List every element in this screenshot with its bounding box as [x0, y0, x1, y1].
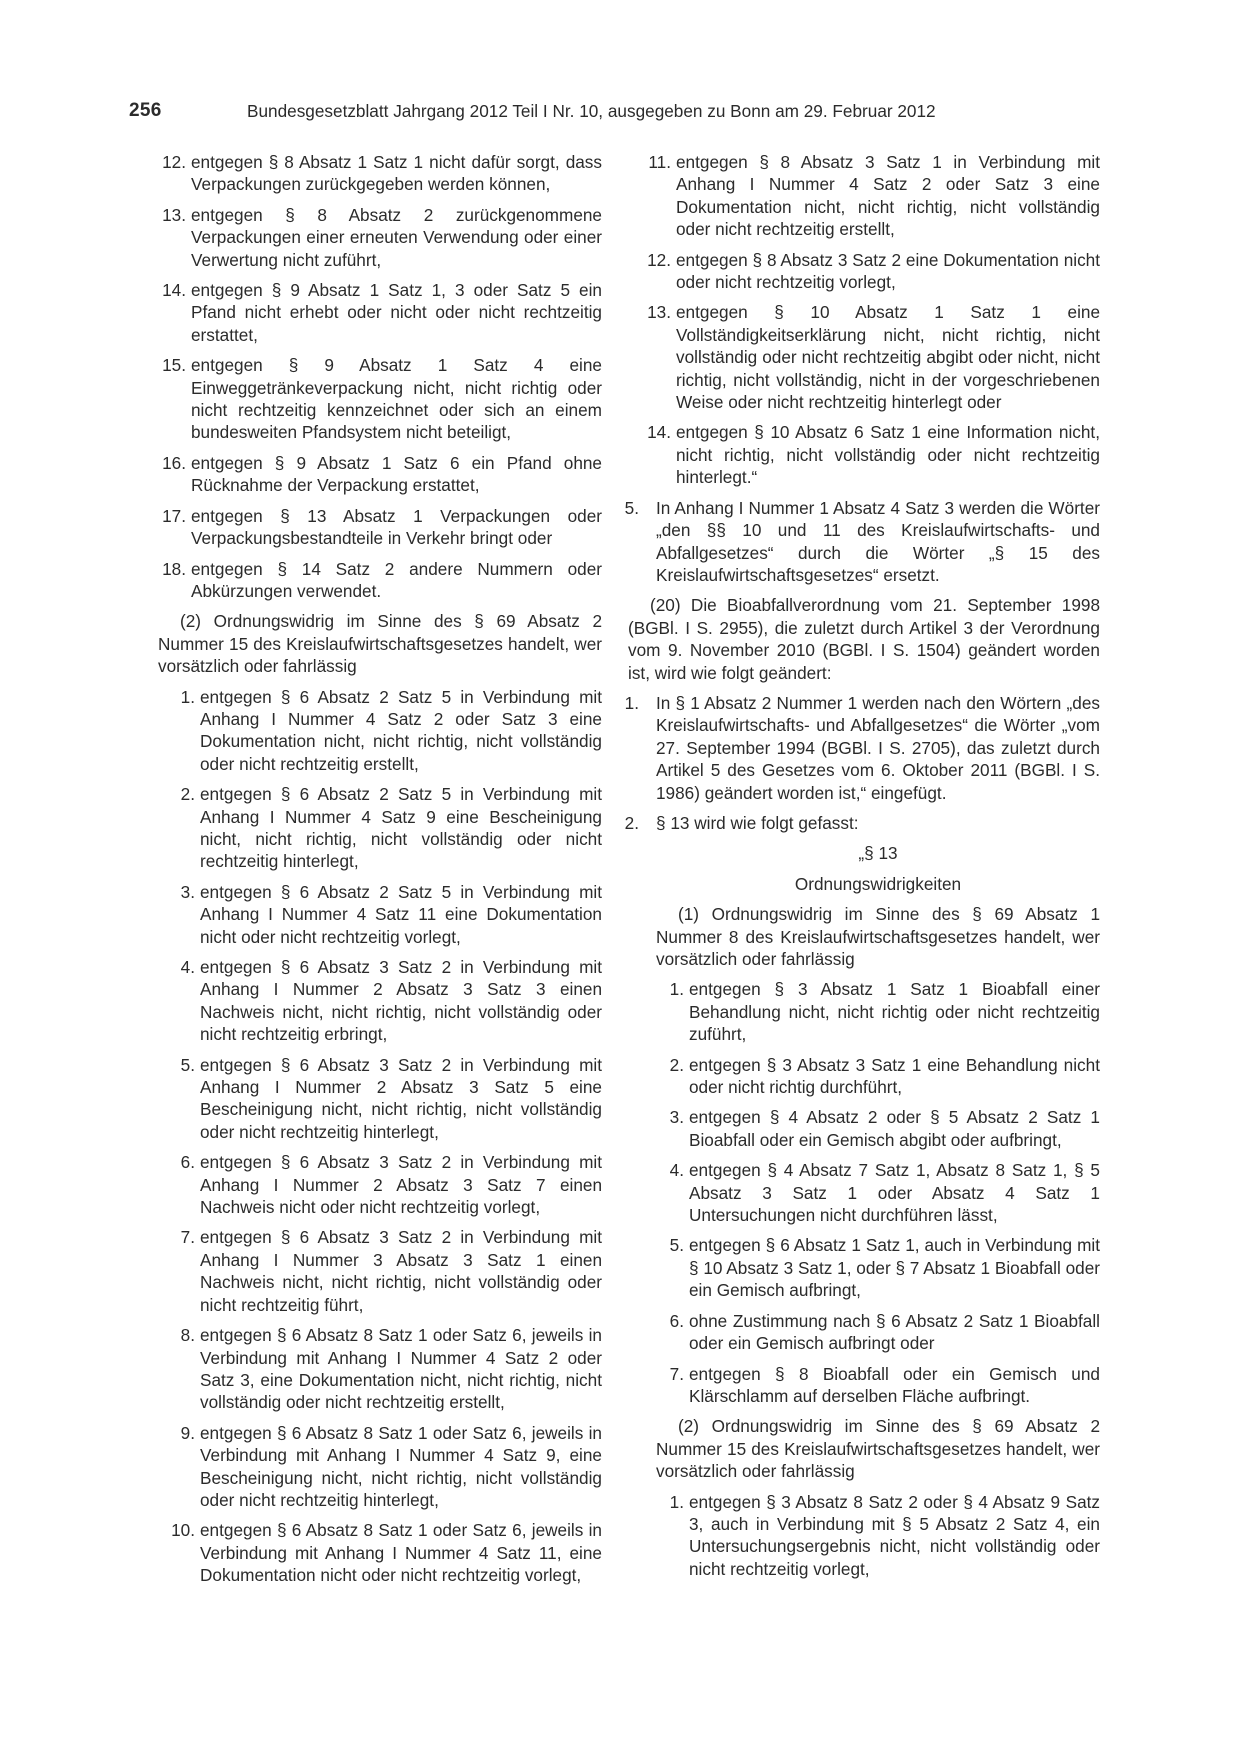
list-item [167, 956, 602, 1046]
list-item [158, 204, 602, 271]
item-number: 15. [162, 355, 186, 376]
item-number: 5. [180, 1054, 195, 1075]
item-number: 12. [647, 249, 671, 270]
list-left-b [158, 686, 602, 1587]
paragraph-20: (20) Die Bioabfallverordnung vom 21. September 1998 (BGBl. I S. 2955), die zuletzt durch Artikel 3 der Verordnung vom 9. November 2010 (BGBl. I S. 1504) geändert worden ist, wird wie folgt geändert: [628, 595, 1100, 683]
list-item [656, 1054, 1100, 1099]
item-text: entgegen § 6 Absatz 2 Satz 5 in Verbindung mit Anhang I Nummer 4 Satz 9 eine Bescheinigung nicht, nicht richtig, nicht vollständig oder nicht rechtzeitig hinterlegt, [200, 784, 602, 872]
item-number: 6. [180, 1152, 195, 1173]
list-item [158, 452, 602, 497]
item-text: ohne Zustimmung nach § 6 Absatz 2 Satz 1 Bioabfall oder ein Gemisch aufbringt oder [689, 1310, 1100, 1354]
item-number: 4. [180, 957, 195, 977]
item-number: 2. [624, 812, 639, 833]
item-text: entgegen § 8 Bioabfall oder ein Gemisch und Klärschlamm auf derselben Fläche aufbringt. [689, 1363, 1100, 1406]
item-text: entgegen § 3 Absatz 8 Satz 2 oder § 4 Absatz 9 Satz 3, auch in Verbindung mit § 5 Absatz 2 Satz 4, ein Untersuchungsergebnis nicht, nicht vollständig oder nicht rechtzeitig vorlegt, [689, 1491, 1100, 1579]
list-item [167, 783, 602, 873]
list-item [167, 1226, 602, 1316]
item-number: 2. [669, 1054, 684, 1075]
item-text: entgegen § 3 Absatz 3 Satz 1 eine Behandlung nicht oder nicht richtig durchführt, [689, 1054, 1100, 1098]
item-text: entgegen § 8 Absatz 3 Satz 1 in Verbindung mit Anhang I Nummer 4 Satz 2 oder Satz 3 eine Dokumentation nicht, nicht richtig, nicht vollständig oder nicht rechtzeitig erstellt, [676, 152, 1100, 240]
item-text: entgegen § 13 Absatz 1 Verpackungen oder Verpackungsbestandteile in Verkehr bringt oder [191, 505, 602, 549]
item-text: In Anhang I Nummer 1 Absatz 4 Satz 3 werden die Wörter „den §§ 10 und 11 des Kreislaufwirtschafts- und Abfallgesetzes“ durch die Wörter „§ 15 des Kreislaufwirtschaftsgesetzes“ ersetzt. [656, 497, 1100, 585]
list-item [167, 1422, 602, 1512]
item-number: 8. [180, 1325, 195, 1346]
section-heading: „§ 13 [858, 843, 898, 864]
list-item [656, 1491, 1100, 1581]
item-text: In § 1 Absatz 2 Nummer 1 werden nach den Wörtern „des Kreislaufwirtschafts- und Abfallgesetzes“ die Wörter „vom 27. September 1994 (BGBl. I S. 2705), das zuletzt durch Artikel 5 des Gesetzes vom 6. Oktober 2011 (BGBl. I S. 1986) geändert worden ist,“ eingefügt. [656, 692, 1100, 803]
item-number: 14. [162, 280, 186, 301]
item-text: entgegen § 9 Absatz 1 Satz 1, 3 oder Satz 5 ein Pfand nicht erhebt oder nicht oder nicht rechtzeitig erstattet, [191, 280, 602, 345]
section-title: Ordnungswidrigkeiten [794, 873, 962, 894]
item-number: 12. [162, 152, 186, 172]
item-text: entgegen § 4 Absatz 7 Satz 1, Absatz 8 Satz 1, § 5 Absatz 3 Satz 1 oder Absatz 4 Satz 1 Untersuchungen nicht durchführen lässt, [689, 1160, 1100, 1226]
page-number: 256 [129, 100, 162, 121]
item-number: 1. [180, 686, 195, 707]
list-left-a [158, 151, 602, 602]
item-text: entgegen § 9 Absatz 1 Satz 6 ein Pfand ohne Rücknahme der Verpackung erstattet, [191, 452, 602, 496]
item-text: entgegen § 8 Absatz 3 Satz 2 eine Dokumentation nicht oder nicht rechtzeitig vorlegt, [676, 249, 1100, 293]
left-column [158, 151, 602, 1595]
list-item [167, 881, 602, 948]
item-text: entgegen § 14 Satz 2 andere Nummern oder Abkürzungen verwendet. [191, 558, 602, 601]
page-header [129, 100, 997, 126]
paragraph-1-right: (1) Ordnungswidrig im Sinne des § 69 Absatz 1 Nummer 8 des Kreislaufwirtschaftsgesetzes handelt, wer vorsätzlich oder fahrlässig [656, 904, 1100, 969]
list-item [656, 1159, 1100, 1226]
right-column [624, 151, 1100, 1588]
list-item [628, 151, 1100, 241]
item-number: 14. [647, 422, 671, 443]
list-item [158, 505, 602, 550]
item-number: 5. [624, 497, 639, 518]
list-item [158, 558, 602, 603]
list-right-b [624, 692, 1100, 834]
list-right-a [628, 151, 1100, 489]
item-number: 10. [171, 1520, 195, 1541]
list-item [158, 354, 602, 444]
item-text: entgegen § 10 Absatz 6 Satz 1 eine Information nicht, nicht richtig, nicht vollständig oder nicht rechtzeitig hinterlegt.“ [676, 422, 1100, 488]
paragraph-2-right: (2) Ordnungswidrig im Sinne des § 69 Absatz 2 Nummer 15 des Kreislaufwirtschaftsgesetzes handelt, wer vorsätzlich oder fahrlässig [656, 1416, 1100, 1482]
list-item [167, 1151, 602, 1218]
paragraph-2-left: (2) Ordnungswidrig im Sinne des § 69 Absatz 2 Nummer 15 des Kreislaufwirtschaftsgesetzes handelt, wer vorsätzlich oder fahrlässig [158, 611, 602, 677]
list-item [167, 686, 602, 776]
list-item [167, 1054, 602, 1144]
item-number: 1. [669, 979, 684, 1000]
item-text: entgegen § 6 Absatz 8 Satz 1 oder Satz 6, jeweils in Verbindung mit Anhang I Nummer 4 Satz 2 oder Satz 3, eine Dokumentation nicht, nicht richtig, nicht vollständig oder nicht rechtzeitig erstellt, [200, 1325, 602, 1413]
item-number: 6. [669, 1310, 684, 1331]
item-text: entgegen § 6 Absatz 3 Satz 2 in Verbindung mit Anhang I Nummer 2 Absatz 3 Satz 3 einen Nachweis nicht, nicht richtig, nicht vollständig oder nicht rechtzeitig erbringt, [200, 957, 602, 1045]
list-item [628, 301, 1100, 413]
list-right-c [656, 978, 1100, 1407]
item-number: 5. [669, 1235, 684, 1256]
list-item [622, 692, 1100, 804]
item-text: entgegen § 8 Absatz 1 Satz 1 nicht dafür sorgt, dass Verpackungen zurückgegeben werden können, [191, 152, 602, 195]
item-text: entgegen § 6 Absatz 2 Satz 5 in Verbindung mit Anhang I Nummer 4 Satz 11 eine Dokumentation nicht oder nicht rechtzeitig vorlegt, [200, 881, 602, 947]
item-text: entgegen § 6 Absatz 1 Satz 1, auch in Verbindung mit § 10 Absatz 3 Satz 1, oder § 7 Absatz 1 Bioabfall oder ein Gemisch aufbringt, [689, 1235, 1100, 1301]
item-number: 1. [624, 692, 639, 713]
item-text: entgegen § 4 Absatz 2 oder § 5 Absatz 2 Satz 1 Bioabfall oder ein Gemisch abgibt oder aufbringt, [689, 1107, 1100, 1150]
list-item [158, 279, 602, 346]
list-item [622, 812, 1100, 834]
item-text: entgegen § 8 Absatz 2 zurückgenommene Verpackungen einer erneuten Verwendung oder einer Verwertung nicht zuführt, [191, 204, 602, 270]
list-item [628, 421, 1100, 488]
item-text: entgegen § 6 Absatz 2 Satz 5 in Verbindung mit Anhang I Nummer 4 Satz 2 oder Satz 3 eine Dokumentation nicht, nicht richtig, nicht vollständig oder nicht rechtzeitig erstellt, [200, 686, 602, 774]
item-number: 16. [162, 452, 186, 473]
item-number: 17. [162, 505, 186, 526]
list-item [656, 978, 1100, 1045]
list-item [628, 249, 1100, 294]
list-item [622, 497, 1100, 587]
item-number: 4. [669, 1160, 684, 1181]
running-head: Bundesgesetzblatt Jahrgang 2012 Teil I Nr. 10, ausgegeben zu Bonn am 29. Februar 2012 [247, 101, 936, 121]
item-text: § 13 wird wie folgt gefasst: [656, 812, 859, 833]
list-item [167, 1519, 602, 1586]
item-text: entgegen § 3 Absatz 1 Satz 1 Bioabfall einer Behandlung nicht, nicht richtig oder nicht rechtzeitig zuführt, [689, 979, 1100, 1045]
item-text: entgegen § 6 Absatz 8 Satz 1 oder Satz 6, jeweils in Verbindung mit Anhang I Nummer 4 Satz 9, eine Bescheinigung nicht, nicht richtig, nicht vollständig oder nicht rechtzeitig hinterlegt, [200, 1422, 602, 1510]
item-number: 7. [180, 1227, 195, 1248]
item-text: entgegen § 6 Absatz 8 Satz 1 oder Satz 6, jeweils in Verbindung mit Anhang I Nummer 4 Satz 11, eine Dokumentation nicht oder nicht rechtzeitig vorlegt, [200, 1520, 602, 1586]
item-number: 18. [162, 558, 186, 579]
item-text: entgegen § 9 Absatz 1 Satz 4 eine Einweggetränkeverpackung nicht, nicht richtig oder nicht rechtzeitig kennzeichnet oder sich an einem bundesweiten Pfandsystem nicht beteiligt, [191, 355, 602, 443]
item-text: entgegen § 6 Absatz 3 Satz 2 in Verbindung mit Anhang I Nummer 2 Absatz 3 Satz 7 einen Nachweis nicht oder nicht rechtzeitig vorlegt, [200, 1152, 602, 1218]
list-item [656, 1106, 1100, 1151]
item-text: entgegen § 10 Absatz 1 Satz 1 eine Vollständigkeitserklärung nicht, nicht richtig, nicht vollständig oder nicht rechtzeitig abgibt oder nicht, nicht richtig, nicht vollständig, nicht in der vorgeschriebenen Weise oder nicht rechtzeitig hinterlegt oder [676, 302, 1100, 413]
item-number: 11. [648, 152, 671, 172]
item-number: 1. [669, 1491, 684, 1512]
item-number: 2. [180, 784, 195, 805]
item-number: 7. [669, 1363, 684, 1384]
item-text: entgegen § 6 Absatz 3 Satz 2 in Verbindung mit Anhang I Nummer 3 Absatz 3 Satz 1 einen Nachweis nicht, nicht richtig, nicht vollständig oder nicht rechtzeitig führt, [200, 1227, 602, 1315]
list-item [656, 1234, 1100, 1301]
item-number: 3. [669, 1107, 684, 1128]
item-number: 3. [180, 881, 195, 902]
item-number: 13. [647, 302, 671, 323]
list-right-d [656, 1491, 1100, 1581]
item-text: entgegen § 6 Absatz 3 Satz 2 in Verbindung mit Anhang I Nummer 2 Absatz 3 Satz 5 eine Bescheinigung nicht, nicht richtig, nicht vollständig oder nicht rechtzeitig hinterlegt, [200, 1054, 602, 1142]
list-item [656, 1363, 1100, 1408]
item-number: 9. [180, 1422, 195, 1443]
list-item [656, 1310, 1100, 1355]
list-item [158, 151, 602, 196]
item-number: 13. [162, 204, 186, 225]
list-item [167, 1324, 602, 1414]
